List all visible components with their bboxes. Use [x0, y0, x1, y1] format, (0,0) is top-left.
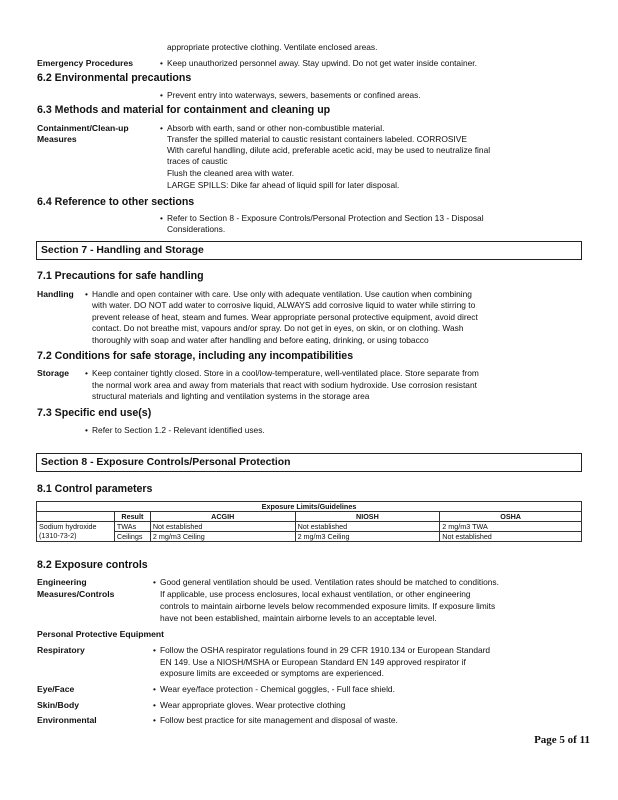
section-7-header [36, 241, 582, 260]
engineering-line: controls to maintain airborne levels below recommended exposure limits. If exposure limits [160, 601, 496, 611]
skin-body-label: Skin/Body [37, 700, 80, 710]
continued-text: appropriate protective clothing. Ventilate enclosed areas. [167, 42, 378, 52]
column-header: NIOSH [295, 512, 440, 522]
s63-line: LARGE SPILLS: Dike far ahead of liquid spill for later disposal. [167, 180, 400, 190]
engineering-label-2: Measures/Controls [37, 589, 115, 599]
section-8-title: Section 8 - Exposure Controls/Personal Protection [41, 457, 291, 468]
engineering-line: • Good general ventilation should be used. Ventilation rates should be matched to conditions. [160, 577, 499, 588]
ppe-heading: Personal Protective Equipment [37, 629, 165, 639]
substance-cell [37, 522, 115, 542]
table-row [37, 522, 582, 532]
s63-line: Flush the cleaned area with water. [167, 168, 295, 178]
respiratory-line: EN 149. Use a NIOSH/MSHA or European Standard EN 149 approved respirator if [160, 657, 466, 667]
osha-cell: Not established [440, 532, 582, 542]
niosh-cell: Not established [295, 522, 440, 532]
heading-6-4: 6.4 Reference to other sections [37, 196, 195, 208]
s64-line: • Refer to Section 8 - Exposure Controls/Personal Protection and Section 13 - Disposal [167, 213, 484, 224]
table-row [37, 532, 582, 542]
heading-7-1: 7.1 Precautions for safe handling [37, 270, 204, 282]
handling-line: contact. Do not breathe mist, vapours and/or spray. Do not get in eyes, on skin, or on clothing. Wash [92, 323, 464, 333]
acgih-cell: 2 mg/m3 Ceiling [150, 532, 295, 542]
table-caption: Exposure Limits/Guidelines [37, 502, 582, 512]
column-header: OSHA [440, 512, 582, 522]
handling-line: with water. DO NOT add water to corrosive liquid, ALWAYS add corrosive liquid to water while stirring to [92, 300, 476, 310]
engineering-line: If applicable, use process enclosures, local exhaust ventilation, or other engineering [160, 589, 471, 599]
heading-8-1: 8.1 Control parameters [37, 483, 153, 495]
respiratory-line: exposure limits are exceeded or symptoms are experienced. [160, 668, 384, 678]
s63-line: Transfer the spilled material to caustic resistant containers labeled. CORROSIVE [167, 134, 467, 144]
engineering-line: have not been established, maintain airborne levels to an acceptable level. [160, 613, 437, 623]
section-8-header [36, 453, 582, 472]
storage-line: • Keep container tightly closed. Store in a cool/low-temperature, well-ventilated place. Store separate from [92, 368, 479, 379]
result-cell: Ceilings [114, 532, 150, 542]
heading-6-2: 6.2 Environmental precautions [37, 72, 192, 84]
s63-line: • Absorb with earth, sand or other non-combustible material. [167, 123, 384, 134]
containment-label-2: Measures [37, 134, 77, 144]
eye-face-label: Eye/Face [37, 684, 75, 694]
eye-face-text: • Wear eye/face protection - Chemical goggles, - Full face shield. [160, 684, 395, 695]
handling-line: prevent release of heat, steam and fumes. Wear appropriate personal protective equipment, avoid direct [92, 312, 478, 322]
substance-name: Sodium hydroxide [39, 522, 97, 531]
skin-body-text: • Wear appropriate gloves. Wear protective clothing [160, 700, 345, 711]
respiratory-label: Respiratory [37, 645, 85, 655]
emergency-label: Emergency Procedures [37, 58, 134, 68]
niosh-cell: 2 mg/m3 Ceiling [295, 532, 440, 542]
s63-line: With careful handling, dilute acid, preferable acetic acid, may be used to neutralize final [167, 145, 491, 155]
page-number: Page 5 of 11 [534, 734, 590, 746]
column-header [37, 512, 115, 522]
containment-label: Containment/Clean-up [37, 123, 129, 133]
emergency-text: • Keep unauthorized personnel away. Stay upwind. Do not get water inside container. [167, 58, 477, 69]
s63-line: traces of caustic [167, 156, 228, 166]
heading-7-2: 7.2 Conditions for safe storage, including any incompatibilities [37, 350, 354, 362]
handling-line: • Handle and open container with care. Use only with adequate ventilation. Use caution when combining [92, 289, 472, 300]
handling-label: Handling [37, 289, 74, 299]
s62-text: • Prevent entry into waterways, sewers, basements or confined areas. [167, 90, 421, 101]
handling-line: thoroughly with soap and water after handling and before eating, drinking, or using tobacco [92, 335, 429, 345]
storage-line: the normal work area and away from materials that react with sodium hydroxide. Use corrosion resistant [92, 380, 477, 390]
column-header: Result [114, 512, 150, 522]
s64-line: Considerations. [167, 224, 226, 234]
heading-7-3: 7.3 Specific end use(s) [37, 407, 152, 419]
respiratory-line: • Follow the OSHA respirator regulations found in 29 CFR 1910.134 or European Standard [160, 645, 490, 656]
engineering-label: Engineering [37, 577, 87, 587]
exposure-limits-table [36, 501, 582, 542]
storage-label: Storage [37, 368, 69, 378]
environmental-label: Environmental [37, 715, 97, 725]
environmental-text: • Follow best practice for site management and disposal of waste. [160, 715, 398, 726]
section-7-title: Section 7 - Handling and Storage [41, 245, 204, 256]
table-header-row [37, 512, 582, 522]
osha-cell: 2 mg/m3 TWA [440, 522, 582, 532]
substance-cas: (1310-73-2) [39, 531, 77, 540]
s73-text: • Refer to Section 1.2 - Relevant identified uses. [92, 425, 265, 436]
acgih-cell: Not established [150, 522, 295, 532]
heading-8-2: 8.2 Exposure controls [37, 559, 148, 571]
column-header: ACGIH [150, 512, 295, 522]
storage-line: structural materials and lighting and ventilation systems in the storage area [92, 391, 370, 401]
result-cell: TWAs [114, 522, 150, 532]
heading-6-3: 6.3 Methods and material for containment and cleaning up [37, 104, 331, 116]
